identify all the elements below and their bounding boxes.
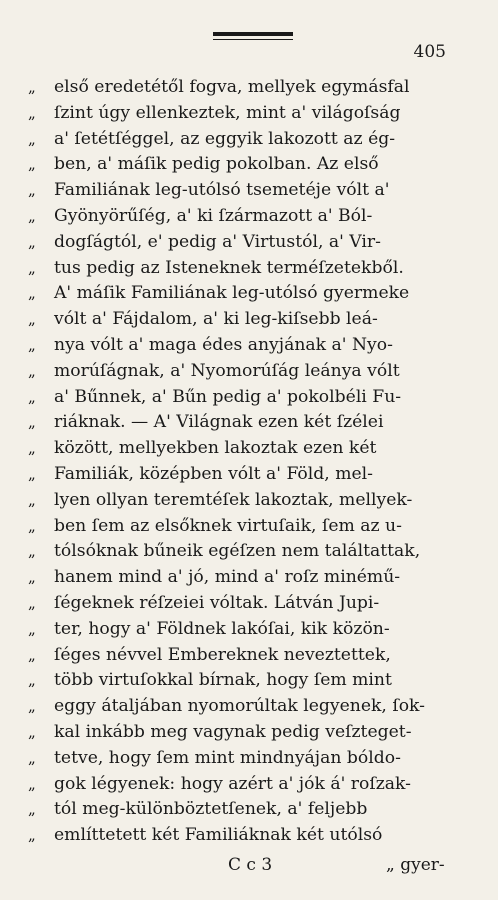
quote-mark: „ [28,335,36,354]
line-text: tus pedig az Isteneknek terméſzetekből. [54,257,404,278]
header-rule [213,32,293,36]
catchword: „ gyer- [386,855,445,875]
quote-mark: „ [28,284,36,303]
quote-mark: „ [28,464,36,483]
quote-mark: „ [28,568,36,587]
quote-mark: „ [28,490,36,509]
quote-mark: „ [28,671,36,690]
quote-mark: „ [28,413,36,432]
line-text: tól meg-különböztetſenek, a' feljebb [54,799,368,820]
text-line [28,230,476,256]
line-text: említtetett két Familiáknak két utólsó [54,825,383,846]
quote-mark: „ [28,155,36,174]
line-text: több virtuſokkal bírnak, hogy ſem mint [54,670,392,691]
quote-mark: „ [28,78,36,96]
quote-mark: „ [28,800,36,819]
line-text: Familiának leg-utólsó tsemetéje vólt a' [54,180,390,201]
line-text: riáknak. — A' Világnak ezen két ſzélei [54,412,384,433]
text-line [28,333,476,359]
text-line [28,565,476,591]
text-line [28,668,476,694]
text-line [28,617,476,643]
text-line [28,823,476,849]
line-text: ſégeknek réſzeiei vóltak. Látván Jupi- [54,592,380,613]
text-line [28,281,476,307]
text-line [28,101,476,127]
text-line [28,746,476,772]
text-line [28,694,476,720]
line-text: ter, hogy a' Földnek lakóſai, kik közön- [54,618,390,639]
text-line [28,75,476,101]
text-line [28,488,476,514]
text-line [28,256,476,282]
text-line [28,643,476,669]
page-footer [28,852,476,878]
quote-mark: „ [28,129,36,148]
line-text: hanem mind a' jó, mind a' roſz minémű- [54,567,401,588]
text-line [28,539,476,565]
line-text: a' Bűnnek, a' Bűn pedig a' pokolbéli Fu- [54,386,402,407]
line-text: gok légyenek: hogy azért a' jók á' roſzak- [54,773,411,794]
quote-mark: „ [28,722,36,741]
quote-mark: „ [28,697,36,716]
text-line [28,797,476,823]
quote-mark: „ [28,387,36,406]
quote-mark: „ [28,361,36,380]
line-text: első eredetétől fogva, mellyek egymásfal [54,77,410,97]
text-line [28,720,476,746]
page-number: 405 [413,42,446,62]
quote-mark: „ [28,439,36,458]
quote-mark: „ [28,103,36,122]
quote-mark: „ [28,645,36,664]
quote-mark: „ [28,619,36,638]
quote-mark: „ [28,232,36,251]
line-text: ben, a' máſik pedig pokolban. Az első [54,154,379,175]
quote-mark: „ [28,206,36,225]
quote-mark: „ [28,258,36,277]
text-line [28,385,476,411]
line-text: lyen ollyan teremtéſek lakoztak, mellyek- [54,489,413,510]
header-rule-thin [213,39,293,40]
line-text: dogſágtól, e' pedig a' Virtustól, a' Vir- [54,231,381,252]
quote-mark: „ [28,542,36,561]
line-text: a' ſetétſéggel, az eggyik lakozott az ég- [54,128,396,149]
line-text: tólsóknak bűneik egéſzen nem találtattak, [54,541,421,562]
line-text: morúſágnak, a' Nyomorúſág leánya vólt [54,360,400,381]
signature-mark: C c 3 [228,855,273,875]
line-text: Familiák, középben vólt a' Föld, mel- [54,463,373,484]
text-line [28,307,476,333]
line-text: tetve, hogy ſem mint mindnyájan bóldo- [54,747,401,768]
quote-mark: „ [28,310,36,329]
line-text: A' máſik Familiának leg-utólsó gyermeke [54,283,410,304]
line-text: Gyönyörűſég, a' ki ſzármazott a' Ból- [54,205,373,226]
text-line [28,410,476,436]
quote-mark: „ [28,181,36,200]
line-text: vólt a' Fájdalom, a' ki leg-kiſsebb leá- [54,309,378,330]
text-line [28,436,476,462]
text-line [28,462,476,488]
line-text: kal inkább meg vagynak pedig veſzteget- [54,721,412,742]
body-text [28,75,476,849]
line-text: között, mellyekben lakoztak ezen két [54,438,377,459]
quote-mark: „ [28,516,36,535]
text-line [28,127,476,153]
text-line [28,772,476,798]
line-text: ben ſem az elsőknek virtuſaik, ſem az u- [54,515,402,536]
text-line [28,152,476,178]
line-text: ſzint úgy ellenkeztek, mint a' világoſság [54,102,401,123]
quote-mark: „ [28,774,36,793]
line-text: nya vólt a' maga édes anyjának a' Nyo- [54,334,393,355]
quote-mark: „ [28,748,36,767]
text-line [28,204,476,230]
quote-mark: „ [28,593,36,612]
line-text: eggy átaljában nyomorúltak legyenek, ſok- [54,696,425,717]
line-text: ſéges névvel Embereknek neveztettek, [54,644,391,665]
text-line [28,514,476,540]
text-line [28,591,476,617]
text-line [28,359,476,385]
quote-mark: „ [28,826,36,845]
text-line [28,178,476,204]
